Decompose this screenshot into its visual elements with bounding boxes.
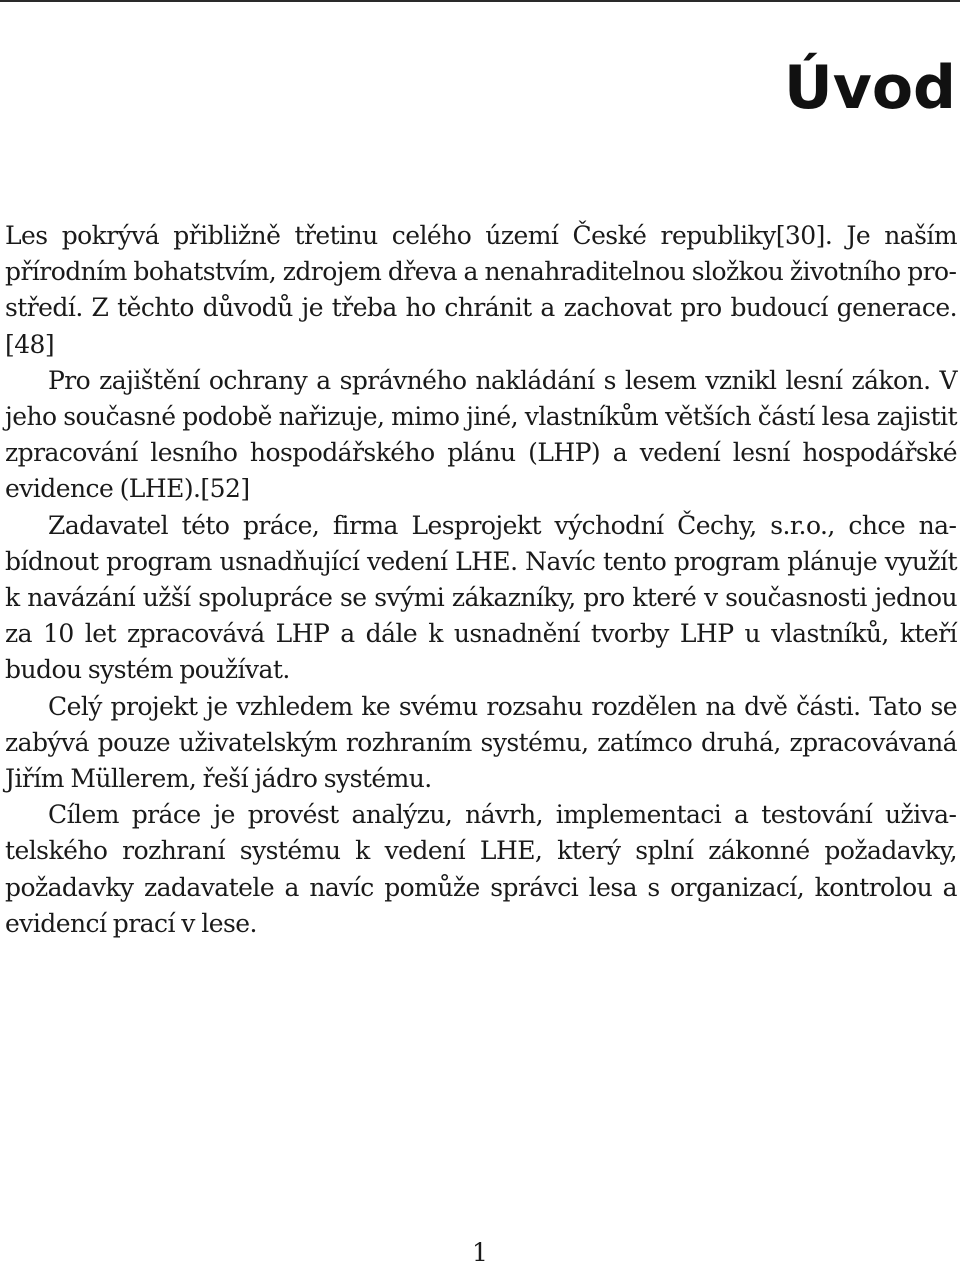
body-text [5,218,957,942]
paragraph-law: Pro zajištění ochrany a správného nakládání s lesem vznikl lesní zákon. V jeho současné podobě nařizuje, mimo jiné, vlastníkům větších částí lesa zajistit zpracování lesního hospodářského plánu (LHP) a vedení lesní hospodářské evidence (LHE).[52] [5,365,957,504]
paragraph-goal: Cílem práce je provést analýzu, návrh, implementaci a testování uživatelského rozhraní systému k vedení LHE, který splní zákonné požadavky, požadavky zadavatele a navíc pomůže správci lesa s organizací, kontrolou a evidencí prací v lese. [5,800,957,938]
chapter-title: Úvod [783,53,956,123]
page-number: 1 [472,1238,488,1267]
paragraph-client: Zadavatel této práce, firma Lesprojekt východní Čechy, s.r.o., chce nabídnout program usnadňující vedení LHE. Navíc tento program plánuje využít k navázání užší spolupráce se svými zákazníky, pro které v současnosti jednou za 10 let zpracovává LHP a dále k usnadnění tvorby LHP u vlastníků, kteří budou systém používat. [5,510,957,685]
paragraph-project: Celý projekt je vzhledem ke svému rozsahu rozdělen na dvě části. Tato se zabývá pouze uživatelským rozhraním systému, zatímco druhá, zpracovávaná Jiřím Müllerem, řeší jádro systému. [5,691,957,794]
top-rule [0,0,960,2]
paragraph-intro: Les pokrývá přibližně třetinu celého území České republiky[30]. Je naším přírodním bohatstvím, zdrojem dřeva a nenahraditelnou složkou životního prostředí. Z těchto důvodů je třeba ho chránit a zachovat pro budoucí generace. [48] [5,221,957,359]
